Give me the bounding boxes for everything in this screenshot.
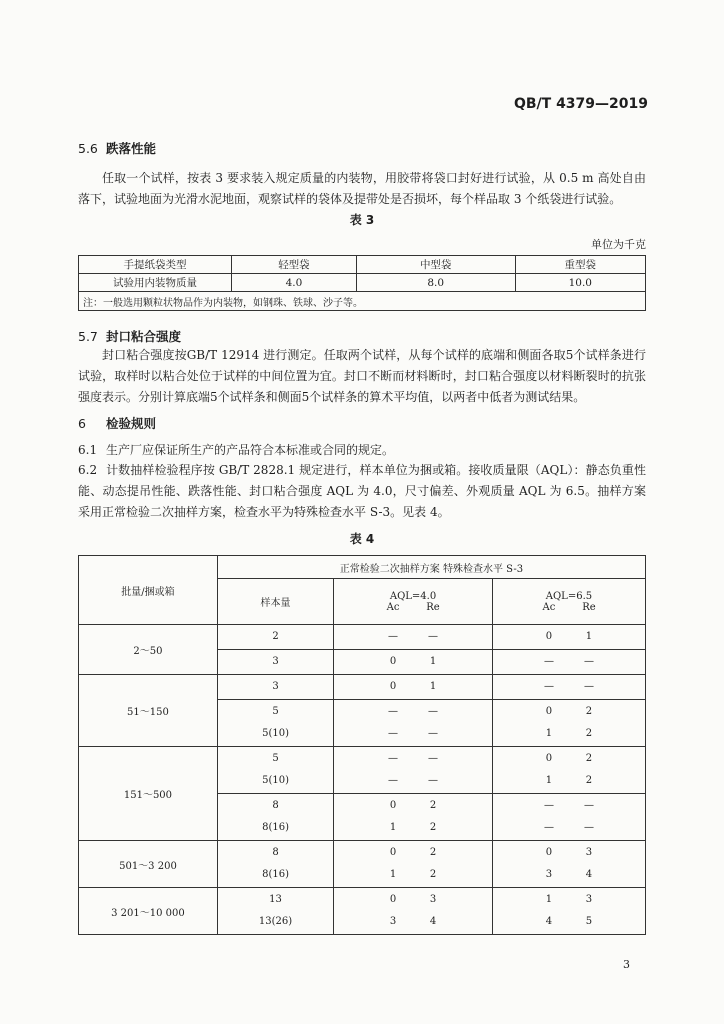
ac-re-pair <box>493 864 645 886</box>
re-label: Re <box>582 601 596 613</box>
section-5-6-heading <box>78 139 156 157</box>
re-value: 3 <box>429 894 437 905</box>
section-title: 跌落性能 <box>106 141 157 156</box>
ac-value: 0 <box>545 753 553 764</box>
re-value: 2 <box>585 706 593 717</box>
ac-re-pair <box>493 626 645 648</box>
re-value: 3 <box>585 894 593 905</box>
ac-value: 0 <box>545 631 553 642</box>
ac-re-pair <box>493 817 645 839</box>
aql-6-5-cell <box>492 650 645 675</box>
sample-size-cell <box>217 888 333 935</box>
re-value: 5 <box>585 916 593 927</box>
table-4-row <box>79 888 646 935</box>
table-3-cell: 10.0 <box>515 274 645 292</box>
ac-re-pair <box>493 795 645 817</box>
ac-re-pair <box>493 748 645 770</box>
section-6-heading <box>78 414 156 432</box>
sample-size-value: 5 <box>272 706 279 717</box>
sample-size-cell <box>217 700 333 747</box>
aql-4-cell <box>334 841 493 888</box>
lot-size-header: 批量/捆或箱 <box>79 556 218 625</box>
ac-value: 1 <box>389 869 397 880</box>
ac-re-pair <box>334 676 492 698</box>
sample-size-header: 样本量 <box>217 579 333 625</box>
table-4-row <box>79 675 646 700</box>
ac-value: 1 <box>545 894 553 905</box>
re-value: 1 <box>585 631 593 642</box>
table-3-header-cell: 轻型袋 <box>232 256 357 274</box>
ac-value: 0 <box>545 706 553 717</box>
table-3-header-cell: 中型袋 <box>356 256 515 274</box>
aql-6-5-label: AQL=6.5 <box>545 590 593 602</box>
sample-size-cell <box>217 625 333 650</box>
sample-size-value: 5(10) <box>262 728 289 739</box>
table-4-row <box>79 841 646 888</box>
re-value: 4 <box>429 916 437 927</box>
aql-4-cell <box>334 888 493 935</box>
ac-value: — <box>388 706 399 717</box>
ac-re-pair <box>334 723 492 745</box>
ac-re-pair <box>493 911 645 933</box>
ac-value: 4 <box>545 916 553 927</box>
re-value: 4 <box>585 869 593 880</box>
section-6-2-text <box>78 460 646 523</box>
ac-value: — <box>388 728 399 739</box>
sample-size-value: 3 <box>272 656 279 667</box>
re-value: 1 <box>429 656 437 667</box>
re-value: 2 <box>585 753 593 764</box>
table-4 <box>78 555 646 935</box>
ac-re-pair <box>334 770 492 792</box>
lot-size-cell: 501～3 200 <box>79 841 218 888</box>
aql-4-header <box>334 579 493 625</box>
ac-value: 0 <box>389 800 397 811</box>
aql-6-5-cell <box>492 794 645 841</box>
sample-size-value: 8 <box>272 800 279 811</box>
paragraph-text: 计数抽样检验程序按 GB/T 2828.1 规定进行，样本单位为捆或箱。接收质量限（AQL）：静态负重性能、动态提吊性能、跌落性能、封口粘合强度 AQL 为 4.0，尺寸偏差、外观质量 AQL 为 6.5。抽样方案采用正常检验二次抽样方案，检查水平为特殊检查水平 S-3。见表 4。 <box>78 463 646 519</box>
re-value: 2 <box>585 728 593 739</box>
ac-re-pair <box>493 676 645 698</box>
lot-size-cell: 3 201～10 000 <box>79 888 218 935</box>
aql-6-5-cell <box>492 841 645 888</box>
lot-size-cell: 151～500 <box>79 747 218 841</box>
paragraph-text: 生产厂应保证所生产的产品符合本标准或合同的规定。 <box>106 443 395 457</box>
section-5-7-text: 封口粘合强度按GB/T 12914 进行测定。任取两个试样，从每个试样的底端和侧面各取5个试样条进行试验，取样时以粘合处位于试样的中间位置为宜。封口不断而材料断时，封口粘合强度以材料断裂时的抗张强度表示。分别计算底端5个试样条和侧面5个试样条的算术平均值，以两者中低者为测试结果。 <box>78 348 646 404</box>
sample-size-value: 13 <box>269 894 282 905</box>
section-5-7-heading <box>78 327 181 345</box>
aql-4-cell <box>334 747 493 794</box>
ac-value: — <box>543 681 554 692</box>
ac-label: Ac <box>542 601 556 613</box>
ac-re-pair <box>493 723 645 745</box>
ac-re-pair <box>493 701 645 723</box>
sample-size-value: 8(16) <box>262 869 289 880</box>
re-value: — <box>428 706 439 717</box>
re-value: — <box>583 800 594 811</box>
re-value: 3 <box>585 847 593 858</box>
section-number: 6.2 <box>78 463 98 477</box>
table-3-cell: 4.0 <box>232 274 357 292</box>
aql-4-cell <box>334 625 493 650</box>
re-value: — <box>583 822 594 833</box>
sample-size-value: 5(10) <box>262 775 289 786</box>
sample-size-value: 13(26) <box>258 916 293 927</box>
ac-re-pair <box>334 795 492 817</box>
re-value: — <box>583 681 594 692</box>
aql-6-5-cell <box>492 700 645 747</box>
sample-size-cell <box>217 747 333 794</box>
ac-re-pair <box>493 770 645 792</box>
re-value: 2 <box>429 800 437 811</box>
sample-size-cell <box>217 675 333 700</box>
sample-size-cell <box>217 841 333 888</box>
section-title: 封口粘合强度 <box>106 329 182 344</box>
re-value: — <box>428 753 439 764</box>
ac-re-pair <box>334 651 492 673</box>
ac-value: 1 <box>545 775 553 786</box>
lot-size-cell: 2～50 <box>79 625 218 675</box>
sample-size-value: 5 <box>272 753 279 764</box>
aql-6-5-cell <box>492 888 645 935</box>
ac-value: — <box>388 775 399 786</box>
ac-re-pair <box>334 817 492 839</box>
aql-6-5-cell <box>492 747 645 794</box>
ac-re-pair <box>334 911 492 933</box>
section-6-1-text <box>78 440 646 461</box>
lot-size-cell: 51～150 <box>79 675 218 747</box>
re-value: 2 <box>429 847 437 858</box>
table-3-cell: 8.0 <box>356 274 515 292</box>
re-value: 2 <box>429 869 437 880</box>
aql-4-cell <box>334 700 493 747</box>
ac-re-labels <box>334 602 492 613</box>
re-value: 1 <box>429 681 437 692</box>
ac-re-pair <box>334 889 492 911</box>
aql-4-cell <box>334 650 493 675</box>
ac-re-labels <box>493 602 645 613</box>
ac-value: — <box>543 822 554 833</box>
section-5-6-text: 任取一个试样，按表 3 要求装入规定质量的内装物，用胶带将袋口封好进行试验，从 0.5 m 高处自由落下，试验地面为光滑水泥地面，观察试样的袋体及提带处是否损坏，每个样品取 3 个纸袋进行试验。 <box>78 171 646 206</box>
ac-value: 0 <box>389 847 397 858</box>
aql-6-5-header <box>492 579 645 625</box>
ac-value: 0 <box>389 894 397 905</box>
table-3-cell: 试验用内装物质量 <box>79 274 232 292</box>
page-number: 3 <box>623 958 630 971</box>
ac-re-pair <box>334 701 492 723</box>
ac-value: — <box>543 800 554 811</box>
section-number: 6 <box>78 416 86 431</box>
table-3-header-cell: 手提纸袋类型 <box>79 256 232 274</box>
re-value: 2 <box>429 822 437 833</box>
re-value: 2 <box>585 775 593 786</box>
section-number: 5.6 <box>78 141 98 156</box>
aql-4-cell <box>334 675 493 700</box>
table-3-header-cell: 重型袋 <box>515 256 645 274</box>
ac-value: 1 <box>545 728 553 739</box>
ac-re-pair <box>334 864 492 886</box>
ac-re-pair <box>334 748 492 770</box>
section-number: 5.7 <box>78 329 98 344</box>
sample-size-value: 8(16) <box>262 822 289 833</box>
standard-code: QB/T 4379—2019 <box>513 96 648 112</box>
table-4-row <box>79 625 646 650</box>
section-number: 6.1 <box>78 443 98 457</box>
aql-6-5-cell <box>492 625 645 650</box>
ac-value: 0 <box>389 656 397 667</box>
table-4-row <box>79 747 646 794</box>
ac-value: — <box>543 656 554 667</box>
ac-value: 0 <box>389 681 397 692</box>
ac-re-pair <box>493 889 645 911</box>
aql-4-label: AQL=4.0 <box>389 590 437 602</box>
ac-value: 3 <box>389 916 397 927</box>
aql-6-5-cell <box>492 675 645 700</box>
ac-value: 0 <box>545 847 553 858</box>
sample-size-cell <box>217 794 333 841</box>
table-3-note: 注：一般选用颗粒状物品作为内装物，如钢珠、铁球、沙子等。 <box>79 292 646 311</box>
table-3 <box>78 255 646 311</box>
re-value: — <box>428 775 439 786</box>
table-3-unit: 单位为千克 <box>591 238 646 251</box>
re-value: — <box>428 631 439 642</box>
sample-size-value: 3 <box>272 681 279 692</box>
ac-re-pair <box>493 842 645 864</box>
ac-value: — <box>388 631 399 642</box>
sample-size-value: 8 <box>272 847 279 858</box>
re-value: — <box>583 656 594 667</box>
re-label: Re <box>426 601 440 613</box>
ac-value: 1 <box>389 822 397 833</box>
sample-size-cell <box>217 650 333 675</box>
sample-size-value: 2 <box>272 631 279 642</box>
sampling-plan-header: 正常检验二次抽样方案 特殊检查水平 S-3 <box>217 556 645 579</box>
ac-value: — <box>388 753 399 764</box>
table-3-title: 表 3 <box>349 213 375 227</box>
aql-4-cell <box>334 794 493 841</box>
re-value: — <box>428 728 439 739</box>
table-4-title: 表 4 <box>349 532 375 546</box>
ac-re-pair <box>334 842 492 864</box>
ac-re-pair <box>493 651 645 673</box>
section-title: 检验规则 <box>106 416 157 431</box>
ac-label: Ac <box>386 601 400 613</box>
ac-value: 3 <box>545 869 553 880</box>
ac-re-pair <box>334 626 492 648</box>
